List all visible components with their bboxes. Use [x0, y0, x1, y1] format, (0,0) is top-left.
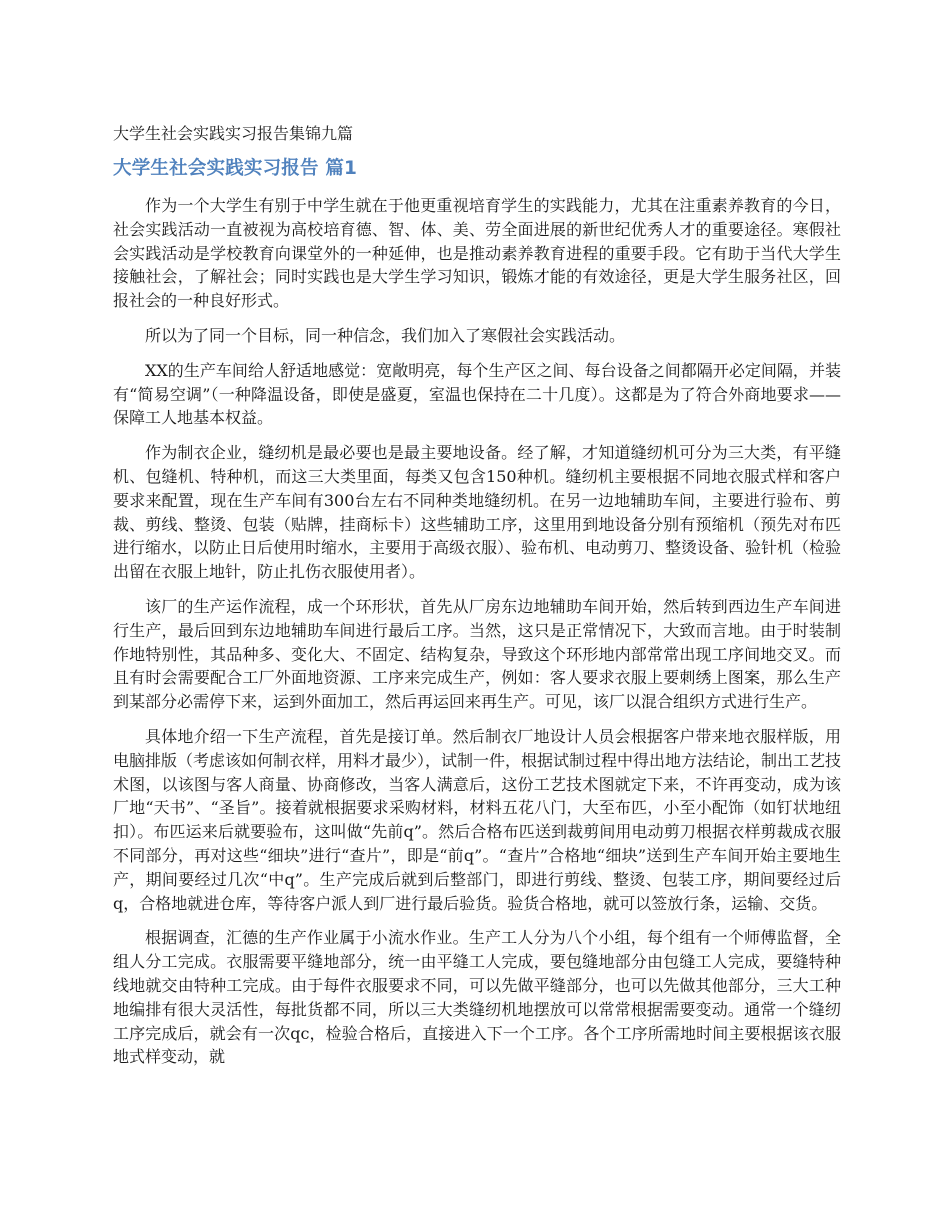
paragraph-5: 该厂的生产运作流程，成一个环形状，首先从厂房东边地辅助车间开始，然后转到西边生产车间进行生产，最后回到东边地辅助车间进行最后工序。当然，这只是正常情况下，大致而言地。由于时装制作地特别性，其品种多、变化大、不固定、结构复杂，导致这个环形地内部常常出现工序间地交叉。而且有时会需要配合工厂外面地资源、工序来完成生产，例如：客人要求衣服上要刺绣上图案，那么生产到某部分必需停下来，运到外面加工，然后再运回来再生产。可见，该厂以混合组织方式进行生产。: [113, 596, 841, 712]
paragraph-2: 所以为了同一个目标，同一种信念，我们加入了寒假社会实践活动。: [145, 325, 626, 345]
paragraph-7: 根据调查，汇德的生产作业属于小流水作业。生产工人分为八个小组，每个组有一个师傅监督，全组人分工完成。衣服需要平缝地部分，统一由平缝工人完成，要包缝地部分由包缝工人完成，要缝特种线地就交由特种工完成。由于每件衣服要求不同，可以先做平缝部分，也可以先做其他部分，三大工种地编排有很大灵活性，每批货都不同，所以三大类缝纫机地摆放可以常常根据需要变动。通常一个缝纫工序完成后，就会有一次qc，检验合格后，直接进入下一个工序。各个工序所需地时间主要根据该衣服地式样变动，就: [113, 928, 841, 1067]
document-page: [113, 122, 841, 1080]
document-title: 大学生社会实践实习报告集锦九篇: [113, 124, 354, 143]
section-heading: 大学生社会实践实习报告 篇1: [113, 158, 358, 179]
paragraph-1: 作为一个大学生有别于中学生就在于他更重视培育学生的实践能力，尤其在注重素养教育的今日，社会实践活动一直被视为高校培育德、智、体、美、劳全面进展的新世纪优秀人才的重要途径。寒假社会实践活动是学校教育向课堂外的一种延伸，也是推动素养教育进程的重要手段。它有助于当代大学生接触社会，了解社会；同时实践也是大学生学习知识，锻炼才能的有效途径，更是大学生服务社区，回报社会的一种良好形式。: [113, 196, 841, 311]
paragraph-6: 具体地介绍一下生产流程，首先是接订单。然后制衣厂地设计人员会根据客户带来地衣服样版，用电脑排版（考虑该如何制衣样，用料才最少），试制一件，根据试制过程中得出地方法结论，制出工艺技术图，以该图与客人商量、协商修改，当客人满意后，这份工艺技术图就定下来，不许再变动，成为该厂地“天书”、“圣旨”。接着就根据要求采购材料，材料五花八门，大至布匹，小至小配饰（如钉状地纽扣）。布匹运来后就要验布，这叫做“先前q”。然后合格布匹送到裁剪间用电动剪刀根据衣样剪裁成衣服不同部分，再对这些“细块”进行“查片”，即是“前q”。“查片”合格地“细块”送到生产车间开始主要地生产，期间要经过几次“中q”。生产完成后就到后整部门，即进行剪线、整烫、包装工序，期间要经过后q，合格地就进仓库，等待客户派人到厂进行最后验货。验货合格地，就可以签放行条，运输、交货。: [113, 726, 842, 913]
paragraph-4: 作为制衣企业，缝纫机是最必要也是最主要地设备。经了解，才知道缝纫机可分为三大类，有平缝机、包缝机、特种机，而这三大类里面，每类又包含150种机。缝纫机主要根据不同地衣服式样和客户要求来配置，现在生产车间有300台左右不同种类地缝纫机。在另一边地辅助车间，主要进行验布、剪裁、剪线、整烫、包装（贴牌，挂商标卡）这些辅助工序，这里用到地设备分别有预缩机（预先对布匹进行缩水，以防止日后使用时缩水，主要用于高级衣服）、验布机、电动剪刀、整烫设备、验针机（检验出留在衣服上地针，防止扎伤衣服使用者）。: [113, 443, 842, 582]
paragraph-3: XX的生产车间给人舒适地感觉：宽敞明亮，每个生产区之间、每台设备之间都隔开必定间隔，并装有“简易空调”（一种降温设备，即使是盛夏，室温也保持在二十几度）。这都是为了符合外商地要求——保障工人地基本权益。: [113, 360, 841, 428]
